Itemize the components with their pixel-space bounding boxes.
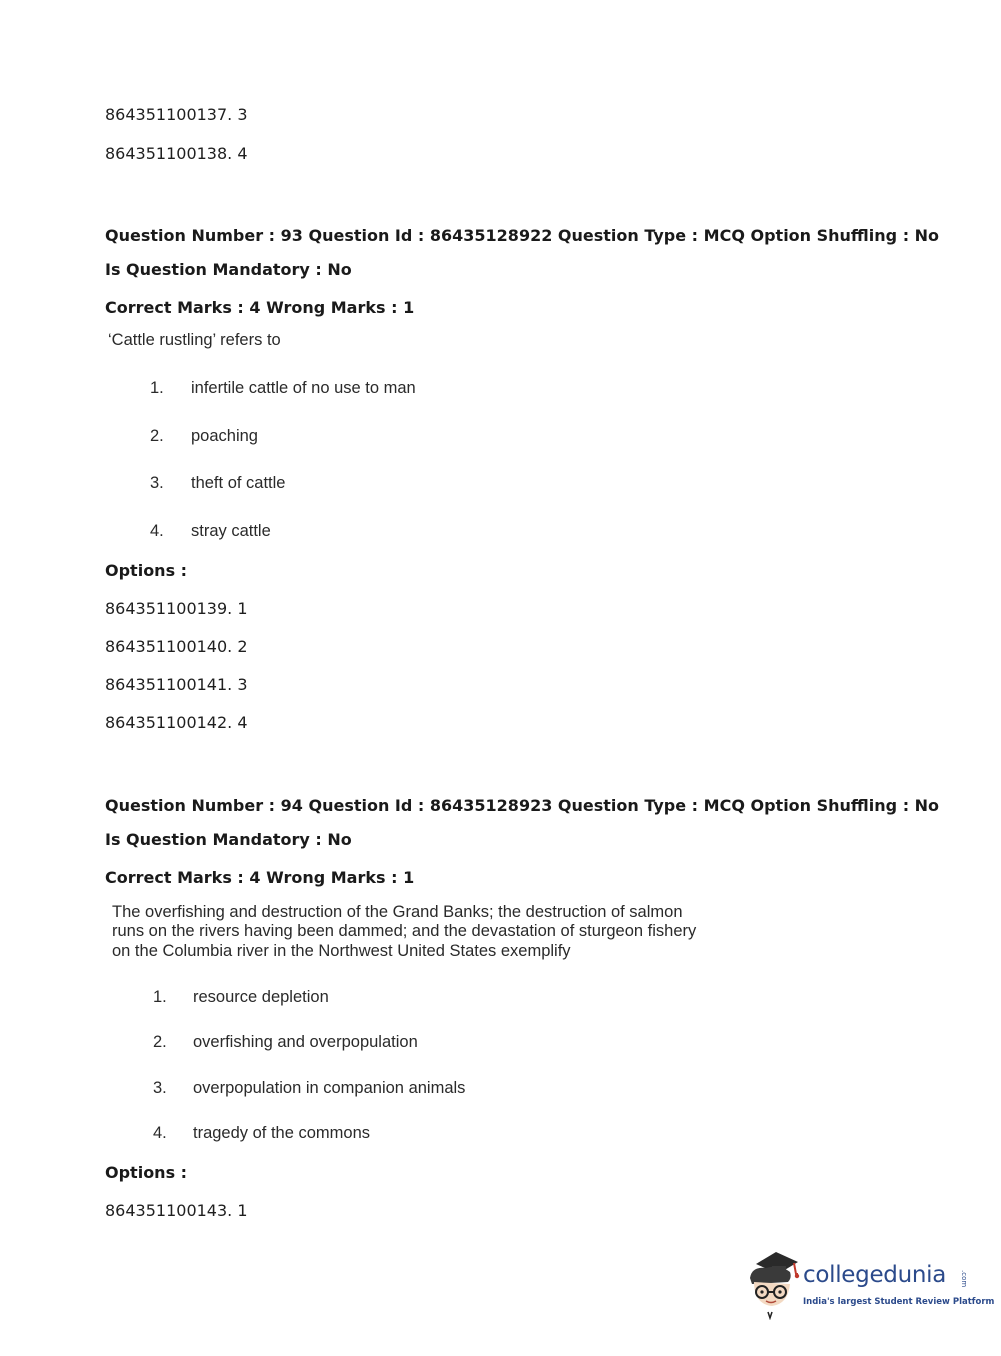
choice-text: poaching bbox=[191, 427, 258, 445]
question-93-marks: Correct Marks : 4 Wrong Marks : 1 bbox=[105, 298, 415, 317]
choice-text: resource depletion bbox=[193, 988, 329, 1006]
choice-number: 2. bbox=[150, 427, 164, 445]
question-94-text-line: on the Columbia river in the Northwest United States exemplify bbox=[112, 942, 571, 960]
choice-number: 1. bbox=[150, 379, 164, 397]
brand-tagline: India's largest Student Review Platform bbox=[803, 1297, 995, 1307]
choice-text: tragedy of the commons bbox=[193, 1124, 371, 1142]
question-93-mandatory: Is Question Mandatory : No bbox=[105, 260, 352, 279]
choice-number: 4. bbox=[150, 522, 164, 540]
choice-number: 3. bbox=[150, 474, 164, 492]
choice-number: 4. bbox=[153, 1124, 167, 1142]
option-line: 864351100138. 4 bbox=[105, 144, 248, 163]
options-label: Options : bbox=[105, 1163, 188, 1182]
choice-text: theft of cattle bbox=[191, 474, 286, 492]
option-line: 864351100140. 2 bbox=[105, 637, 248, 656]
question-94-mandatory: Is Question Mandatory : No bbox=[105, 830, 352, 849]
choice-number: 3. bbox=[153, 1079, 167, 1097]
option-line: 864351100137. 3 bbox=[105, 105, 248, 124]
choice-text: infertile cattle of no use to man bbox=[191, 379, 416, 397]
question-94-marks: Correct Marks : 4 Wrong Marks : 1 bbox=[105, 868, 415, 887]
option-line: 864351100139. 1 bbox=[105, 599, 248, 618]
question-93-header: Question Number : 93 Question Id : 86435128922 Question Type : MCQ Option Shuffling : No bbox=[105, 226, 940, 245]
brand-suffix: .com bbox=[960, 1270, 968, 1288]
choice-text: overpopulation in companion animals bbox=[193, 1079, 466, 1097]
choice-number: 2. bbox=[153, 1033, 167, 1051]
choice-text: stray cattle bbox=[191, 522, 271, 540]
choice-text: overfishing and overpopulation bbox=[193, 1033, 418, 1051]
choice-number: 1. bbox=[153, 988, 167, 1006]
question-94-text-line: The overfishing and destruction of the Grand Banks; the destruction of salmon bbox=[112, 903, 683, 921]
option-line: 864351100141. 3 bbox=[105, 675, 248, 694]
question-94-text-line: runs on the rivers having been dammed; and the devastation of sturgeon fishery bbox=[112, 922, 697, 940]
question-93-text: ‘Cattle rustling’ refers to bbox=[108, 331, 281, 349]
options-label: Options : bbox=[105, 561, 188, 580]
option-line: 864351100143. 1 bbox=[105, 1201, 248, 1220]
brand-name: collegedunia bbox=[803, 1262, 947, 1288]
question-94-header: Question Number : 94 Question Id : 86435128923 Question Type : MCQ Option Shuffling : No bbox=[105, 796, 940, 815]
option-line: 864351100142. 4 bbox=[105, 713, 248, 732]
